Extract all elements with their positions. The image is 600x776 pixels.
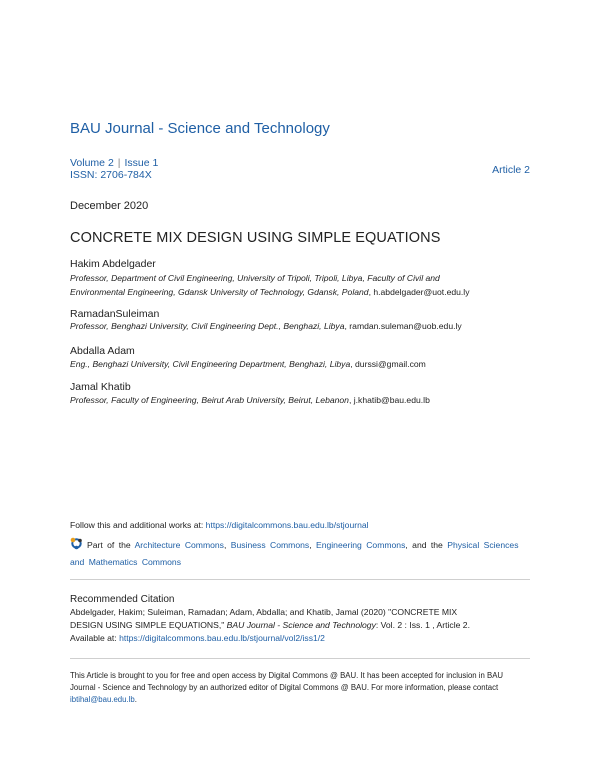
citation-journal: BAU Journal - Science and Technology <box>226 620 376 630</box>
citation-title: DESIGN USING SIMPLE EQUATIONS," <box>70 620 225 630</box>
author-affiliation: Professor, Department of Civil Engineering, University of Tripoli, Tripoli, Libya, Faculty of Civil and Environmental Engineering, Gdansk University of Technology, Gdansk, Poland, h.abdelgader@uot.edu.ly <box>70 273 470 297</box>
author-affiliation: Eng., Benghazi University, Civil Engineering Department, Benghazi, Libya, durssi@gmail.com <box>70 359 426 369</box>
author-email: durssi@gmail.com <box>355 359 426 369</box>
engineering-commons-link[interactable]: Engineering Commons <box>315 540 406 550</box>
and-the-text: , and the <box>405 540 443 550</box>
volume-link[interactable]: Volume 2 <box>70 157 114 169</box>
issue-link[interactable]: Issue 1 <box>124 157 159 169</box>
follow-text: Follow this and additional works at: <box>70 520 204 530</box>
follow-line <box>70 520 369 530</box>
divider <box>70 579 530 580</box>
paper-title: CONCRETE MIX DESIGN USING SIMPLE EQUATIONS <box>70 230 441 246</box>
volume-issue-block <box>70 157 158 181</box>
contact-email-link[interactable]: ibtihal@bau.edu.lb <box>70 695 135 704</box>
available-at-text: Available at: <box>70 633 117 643</box>
author-email: ramdan.suleman@uob.edu.ly <box>349 321 462 331</box>
follow-link[interactable]: https://digitalcommons.bau.edu.lb/stjournal <box>205 520 369 530</box>
footer-text: This Article is brought to you for free and open access by Digital Commons @ BAU. It has been accepted for inclusion in BAU Journal - Science and Technology by an authorized editor of Digital Commons @ BAU. For more information, please contact <box>70 671 504 692</box>
business-commons-link[interactable]: Business Commons <box>230 540 310 550</box>
journal-title[interactable]: BAU Journal - Science and Technology <box>70 120 330 137</box>
author-email: h.abdelgader@uot.edu.ly <box>373 286 470 297</box>
author-email: j.khatib@bau.edu.lb <box>353 395 430 405</box>
publication-date: December 2020 <box>70 200 149 212</box>
affiliation-text: Professor, Benghazi University, Civil Engineering Dept., Benghazi, Libya <box>70 321 345 331</box>
footer-notice <box>70 670 530 706</box>
physical-sciences-commons-link[interactable]: Physical Sciences and Mathematics Commons <box>70 540 519 567</box>
citation-volume: : Vol. 2 : Iss. 1 , Article 2. <box>375 620 470 630</box>
author-name: RamadanSuleiman <box>70 308 160 320</box>
divider <box>70 658 530 659</box>
separator: | <box>117 157 121 169</box>
part-of-prefix: Part of the <box>87 540 131 550</box>
author-name: Jamal Khatib <box>70 381 131 393</box>
recommended-citation-heading: Recommended Citation <box>70 594 175 605</box>
issn: ISSN: 2706-784X <box>70 169 152 181</box>
network-commons-icon <box>70 537 83 555</box>
footer-end: . <box>134 695 137 704</box>
citation-line: Abdelgader, Hakim; Suleiman, Ramadan; Adam, Abdalla; and Khatib, Jamal (2020) "CONCRETE MIX <box>70 607 458 617</box>
affiliation-text: Professor, Faculty of Engineering, Beirut Arab University, Beirut, Lebanon <box>70 395 349 405</box>
architecture-commons-link[interactable]: Architecture Commons <box>134 540 224 550</box>
author-affiliation: Professor, Benghazi University, Civil Engineering Dept., Benghazi, Libya, ramdan.suleman@uob.edu.ly <box>70 321 462 331</box>
article-link[interactable]: Article 2 <box>492 164 530 176</box>
citation-url-link[interactable]: https://digitalcommons.bau.edu.lb/stjournal/vol2/iss1/2 <box>119 633 325 643</box>
author-name: Abdalla Adam <box>70 345 135 357</box>
affiliation-text: Environmental Engineering, Gdansk University of Technology, Gdansk, Poland <box>70 286 369 297</box>
recommended-citation <box>70 606 530 645</box>
part-of-block: Part of the Architecture Commons, Business Commons, Engineering Commons, and the Physical Sciences and Mathematics Commons <box>70 537 530 570</box>
author-name: Hakim Abdelgader <box>70 258 156 270</box>
author-affiliation: Professor, Faculty of Engineering, Beirut Arab University, Beirut, Lebanon, j.khatib@bau.edu.lb <box>70 395 430 405</box>
affiliation-text: Professor, Department of Civil Engineering, University of Tripoli, Tripoli, Libya, Faculty of Civil and <box>70 273 440 283</box>
affiliation-text: Eng., Benghazi University, Civil Engineering Department, Benghazi, Libya <box>70 359 351 369</box>
